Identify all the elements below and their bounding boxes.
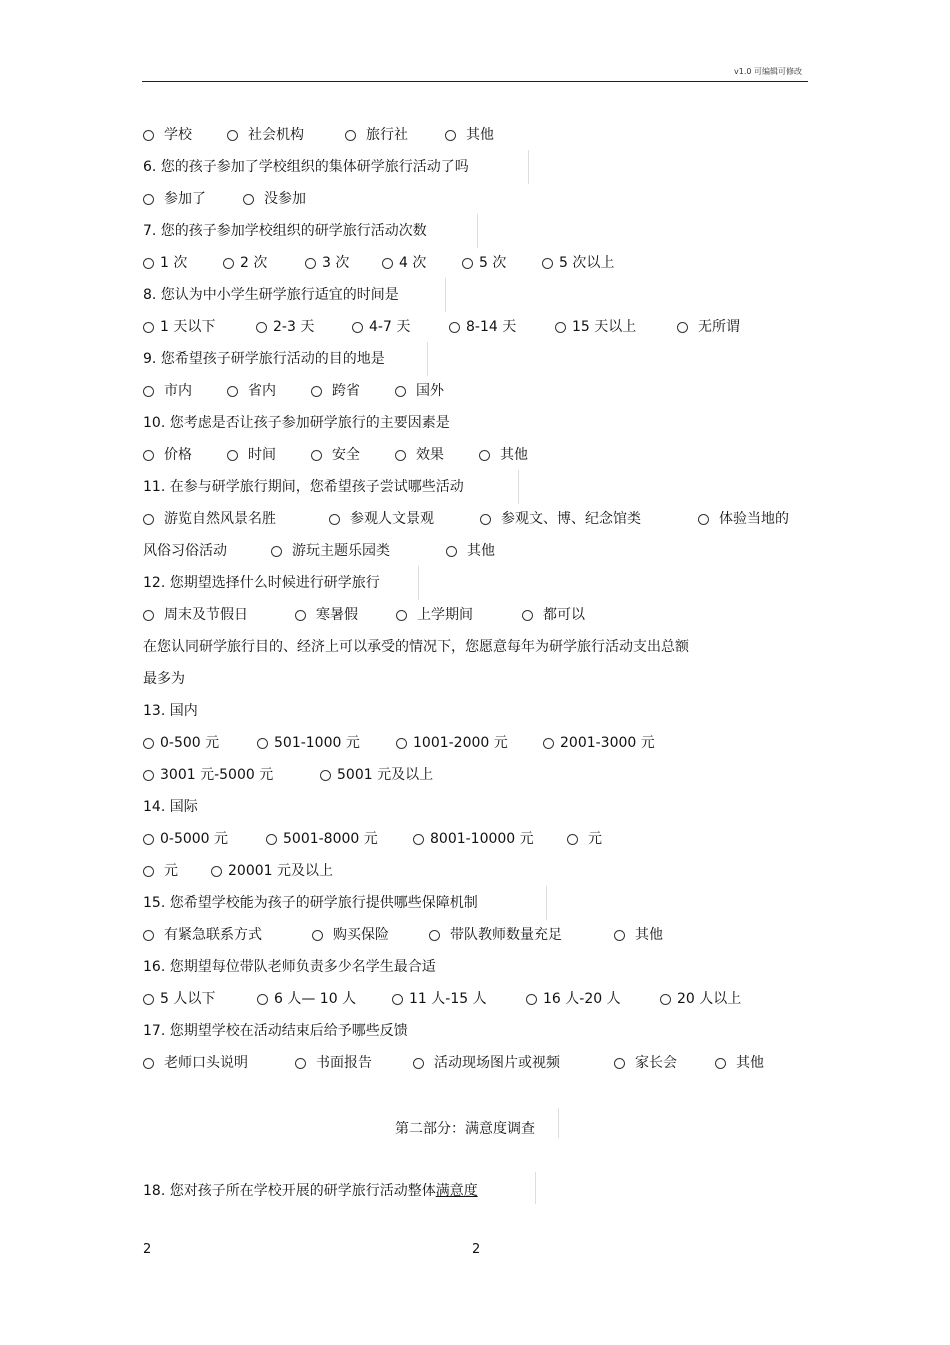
radio-icon[interactable]	[413, 1058, 424, 1069]
radio-icon[interactable]	[143, 130, 154, 141]
radio-icon[interactable]	[227, 450, 238, 461]
q11-option[interactable]: 游览自然风景名胜	[143, 510, 276, 528]
q13-option[interactable]: 1001-2000 元	[396, 734, 508, 752]
section2-title: 第二部分：满意度调查	[395, 1121, 535, 1137]
q14-question: 14. 国际	[143, 799, 198, 815]
q7-option[interactable]: 2 次	[223, 254, 267, 272]
radio-icon[interactable]	[429, 930, 440, 941]
q9-question: 9. 您希望孩子研学旅行活动的目的地是	[143, 351, 385, 367]
radio-icon[interactable]	[555, 322, 566, 333]
radio-icon[interactable]	[143, 194, 154, 205]
q8-option[interactable]: 2-3 天	[256, 318, 314, 336]
q15-option[interactable]: 其他	[614, 926, 663, 944]
radio-icon[interactable]	[143, 834, 154, 845]
radio-icon[interactable]	[413, 834, 424, 845]
radio-icon[interactable]	[143, 866, 154, 877]
radio-icon[interactable]	[392, 994, 403, 1005]
divider	[518, 470, 519, 504]
radio-icon[interactable]	[480, 514, 491, 525]
q6-option[interactable]: 没参加	[243, 190, 306, 208]
radio-icon[interactable]	[352, 322, 363, 333]
radio-icon[interactable]	[567, 834, 578, 845]
q10-option[interactable]: 其他	[479, 446, 528, 464]
q7-option[interactable]: 5 次以上	[542, 254, 614, 272]
radio-icon[interactable]	[295, 1058, 306, 1069]
q5-option[interactable]: 其他	[445, 126, 494, 144]
q14-option[interactable]: 8001-10000 元	[413, 830, 534, 848]
divider	[558, 1108, 559, 1138]
radio-icon[interactable]	[305, 258, 316, 269]
q17-question: 17. 您期望学校在活动结束后给予哪些反馈	[143, 1023, 408, 1039]
q17-option[interactable]: 书面报告	[295, 1054, 372, 1072]
q14-option[interactable]: 20001 元及以上	[211, 862, 333, 880]
divider	[477, 214, 478, 248]
radio-icon[interactable]	[143, 322, 154, 333]
q11-option[interactable]: 参观人文景观	[329, 510, 434, 528]
q11-option[interactable]: 其他	[446, 542, 495, 560]
radio-icon[interactable]	[396, 610, 407, 621]
radio-icon[interactable]	[211, 866, 222, 877]
q6-option[interactable]: 参加了	[143, 190, 206, 208]
radio-icon[interactable]	[320, 770, 331, 781]
q13-option[interactable]: 3001 元-5000 元	[143, 766, 273, 784]
q16-question: 16. 您期望每位带队老师负责多少名学生最合适	[143, 959, 436, 975]
q16-option[interactable]: 16 人-20 人	[526, 990, 621, 1008]
q17-option[interactable]: 其他	[715, 1054, 764, 1072]
q13-option[interactable]: 2001-3000 元	[543, 734, 655, 752]
radio-icon[interactable]	[257, 738, 268, 749]
q7-question: 7. 您的孩子参加学校组织的研学旅行活动次数	[143, 223, 427, 239]
q7-option[interactable]: 3 次	[305, 254, 349, 272]
q14-option[interactable]: 5001-8000 元	[266, 830, 378, 848]
radio-icon[interactable]	[449, 322, 460, 333]
q5-option[interactable]: 学校	[143, 126, 192, 144]
radio-icon[interactable]	[223, 258, 234, 269]
budget-intro-line2: 最多为	[143, 671, 185, 687]
q15-option[interactable]: 购买保险	[312, 926, 389, 944]
radio-icon[interactable]	[143, 738, 154, 749]
radio-icon[interactable]	[329, 514, 340, 525]
radio-icon[interactable]	[462, 258, 473, 269]
divider	[445, 278, 446, 312]
footer-page-number-left: 2	[143, 1242, 152, 1257]
q10-option[interactable]: 时间	[227, 446, 276, 464]
q9-option[interactable]: 跨省	[311, 382, 360, 400]
q8-question: 8. 您认为中小学生研学旅行适宜的时间是	[143, 287, 399, 303]
radio-icon[interactable]	[143, 610, 154, 621]
q8-option[interactable]: 无所谓	[677, 318, 740, 336]
q16-option[interactable]: 20 人以上	[660, 990, 741, 1008]
radio-icon[interactable]	[143, 386, 154, 397]
q6-question: 6. 您的孩子参加了学校组织的集体研学旅行活动了吗	[143, 159, 469, 175]
radio-icon[interactable]	[143, 514, 154, 525]
radio-icon[interactable]	[715, 1058, 726, 1069]
q16-option[interactable]: 6 人— 10 人	[257, 990, 356, 1008]
radio-icon[interactable]	[479, 450, 490, 461]
q9-option[interactable]: 国外	[395, 382, 444, 400]
divider	[546, 886, 547, 920]
radio-icon[interactable]	[311, 386, 322, 397]
radio-icon[interactable]	[677, 322, 688, 333]
page-header-version: v1.0 可编辑可修改	[734, 67, 802, 76]
q16-option[interactable]: 11 人-15 人	[392, 990, 487, 1008]
radio-icon[interactable]	[522, 610, 533, 621]
q13-option[interactable]: 501-1000 元	[257, 734, 360, 752]
q11-option[interactable]: 游玩主题乐园类	[271, 542, 390, 560]
q10-question: 10. 您考虑是否让孩子参加研学旅行的主要因素是	[143, 415, 450, 431]
q16-option[interactable]: 5 人以下	[143, 990, 215, 1008]
header-rule	[142, 81, 808, 82]
q9-option[interactable]: 省内	[227, 382, 276, 400]
radio-icon[interactable]	[614, 1058, 625, 1069]
q11-row2-prefix: 风俗习俗活动	[143, 543, 227, 559]
radio-icon[interactable]	[271, 546, 282, 557]
q7-option[interactable]: 5 次	[462, 254, 506, 272]
q7-option[interactable]: 1 次	[143, 254, 187, 272]
q12-option[interactable]: 上学期间	[396, 606, 473, 624]
radio-icon[interactable]	[445, 130, 456, 141]
radio-icon[interactable]	[266, 834, 277, 845]
radio-icon[interactable]	[143, 258, 154, 269]
radio-icon[interactable]	[295, 610, 306, 621]
radio-icon[interactable]	[143, 994, 154, 1005]
q9-option[interactable]: 市内	[143, 382, 192, 400]
q15-question: 15. 您希望学校能为孩子的研学旅行提供哪些保障机制	[143, 895, 478, 911]
q8-option[interactable]: 4-7 天	[352, 318, 410, 336]
radio-icon[interactable]	[446, 546, 457, 557]
radio-icon[interactable]	[526, 994, 537, 1005]
q13-option[interactable]: 0-500 元	[143, 734, 219, 752]
q8-option[interactable]: 15 天以上	[555, 318, 636, 336]
radio-icon[interactable]	[395, 450, 406, 461]
radio-icon[interactable]	[345, 130, 356, 141]
budget-intro-line1: 在您认同研学旅行目的、经济上可以承受的情况下，您愿意每年为研学旅行活动支出总额	[143, 639, 689, 655]
q17-option[interactable]: 老师口头说明	[143, 1054, 248, 1072]
radio-icon[interactable]	[311, 450, 322, 461]
q12-question: 12. 您期望选择什么时候进行研学旅行	[143, 575, 380, 591]
footer-page-number-center: 2	[472, 1242, 481, 1257]
radio-icon[interactable]	[395, 386, 406, 397]
q17-option[interactable]: 家长会	[614, 1054, 677, 1072]
radio-icon[interactable]	[660, 994, 671, 1005]
q13-question: 13. 国内	[143, 703, 198, 719]
q7-option[interactable]: 4 次	[382, 254, 426, 272]
radio-icon[interactable]	[257, 994, 268, 1005]
q17-option[interactable]: 活动现场图片或视频	[413, 1054, 560, 1072]
divider	[535, 1172, 536, 1204]
q12-option[interactable]: 周末及节假日	[143, 606, 248, 624]
radio-icon[interactable]	[312, 930, 323, 941]
radio-icon[interactable]	[227, 130, 238, 141]
q5-option[interactable]: 社会机构	[227, 126, 304, 144]
radio-icon[interactable]	[543, 738, 554, 749]
radio-icon[interactable]	[143, 1058, 154, 1069]
radio-icon[interactable]	[256, 322, 267, 333]
q10-option[interactable]: 安全	[311, 446, 360, 464]
radio-icon[interactable]	[243, 194, 254, 205]
q11-option[interactable]: 体验当地的	[698, 510, 789, 528]
q8-option[interactable]: 8-14 天	[449, 318, 516, 336]
q14-option[interactable]: 元	[567, 830, 602, 848]
radio-icon[interactable]	[227, 386, 238, 397]
q15-option[interactable]: 带队教师数量充足	[429, 926, 562, 944]
divider	[427, 342, 428, 376]
q14-option[interactable]: 0-5000 元	[143, 830, 228, 848]
radio-icon[interactable]	[614, 930, 625, 941]
q15-option[interactable]: 有紧急联系方式	[143, 926, 262, 944]
radio-icon[interactable]	[143, 450, 154, 461]
q11-option[interactable]: 参观文、博、纪念馆类	[480, 510, 641, 528]
radio-icon[interactable]	[542, 258, 553, 269]
q10-option[interactable]: 价格	[143, 446, 192, 464]
radio-icon[interactable]	[143, 930, 154, 941]
q11-question: 11. 在参与研学旅行期间，您希望孩子尝试哪些活动	[143, 479, 464, 495]
radio-icon[interactable]	[698, 514, 709, 525]
radio-icon[interactable]	[143, 770, 154, 781]
q10-option[interactable]: 效果	[395, 446, 444, 464]
q12-option[interactable]: 都可以	[522, 606, 585, 624]
q5-option[interactable]: 旅行社	[345, 126, 408, 144]
q8-option[interactable]: 1 天以下	[143, 318, 215, 336]
radio-icon[interactable]	[382, 258, 393, 269]
divider	[418, 566, 419, 600]
q13-option[interactable]: 5001 元及以上	[320, 766, 433, 784]
q14-option[interactable]: 元	[143, 862, 178, 880]
q18-question: 18. 您对孩子所在学校开展的研学旅行活动整体满意度	[143, 1183, 478, 1199]
q12-option[interactable]: 寒暑假	[295, 606, 358, 624]
divider	[528, 150, 529, 184]
radio-icon[interactable]	[396, 738, 407, 749]
